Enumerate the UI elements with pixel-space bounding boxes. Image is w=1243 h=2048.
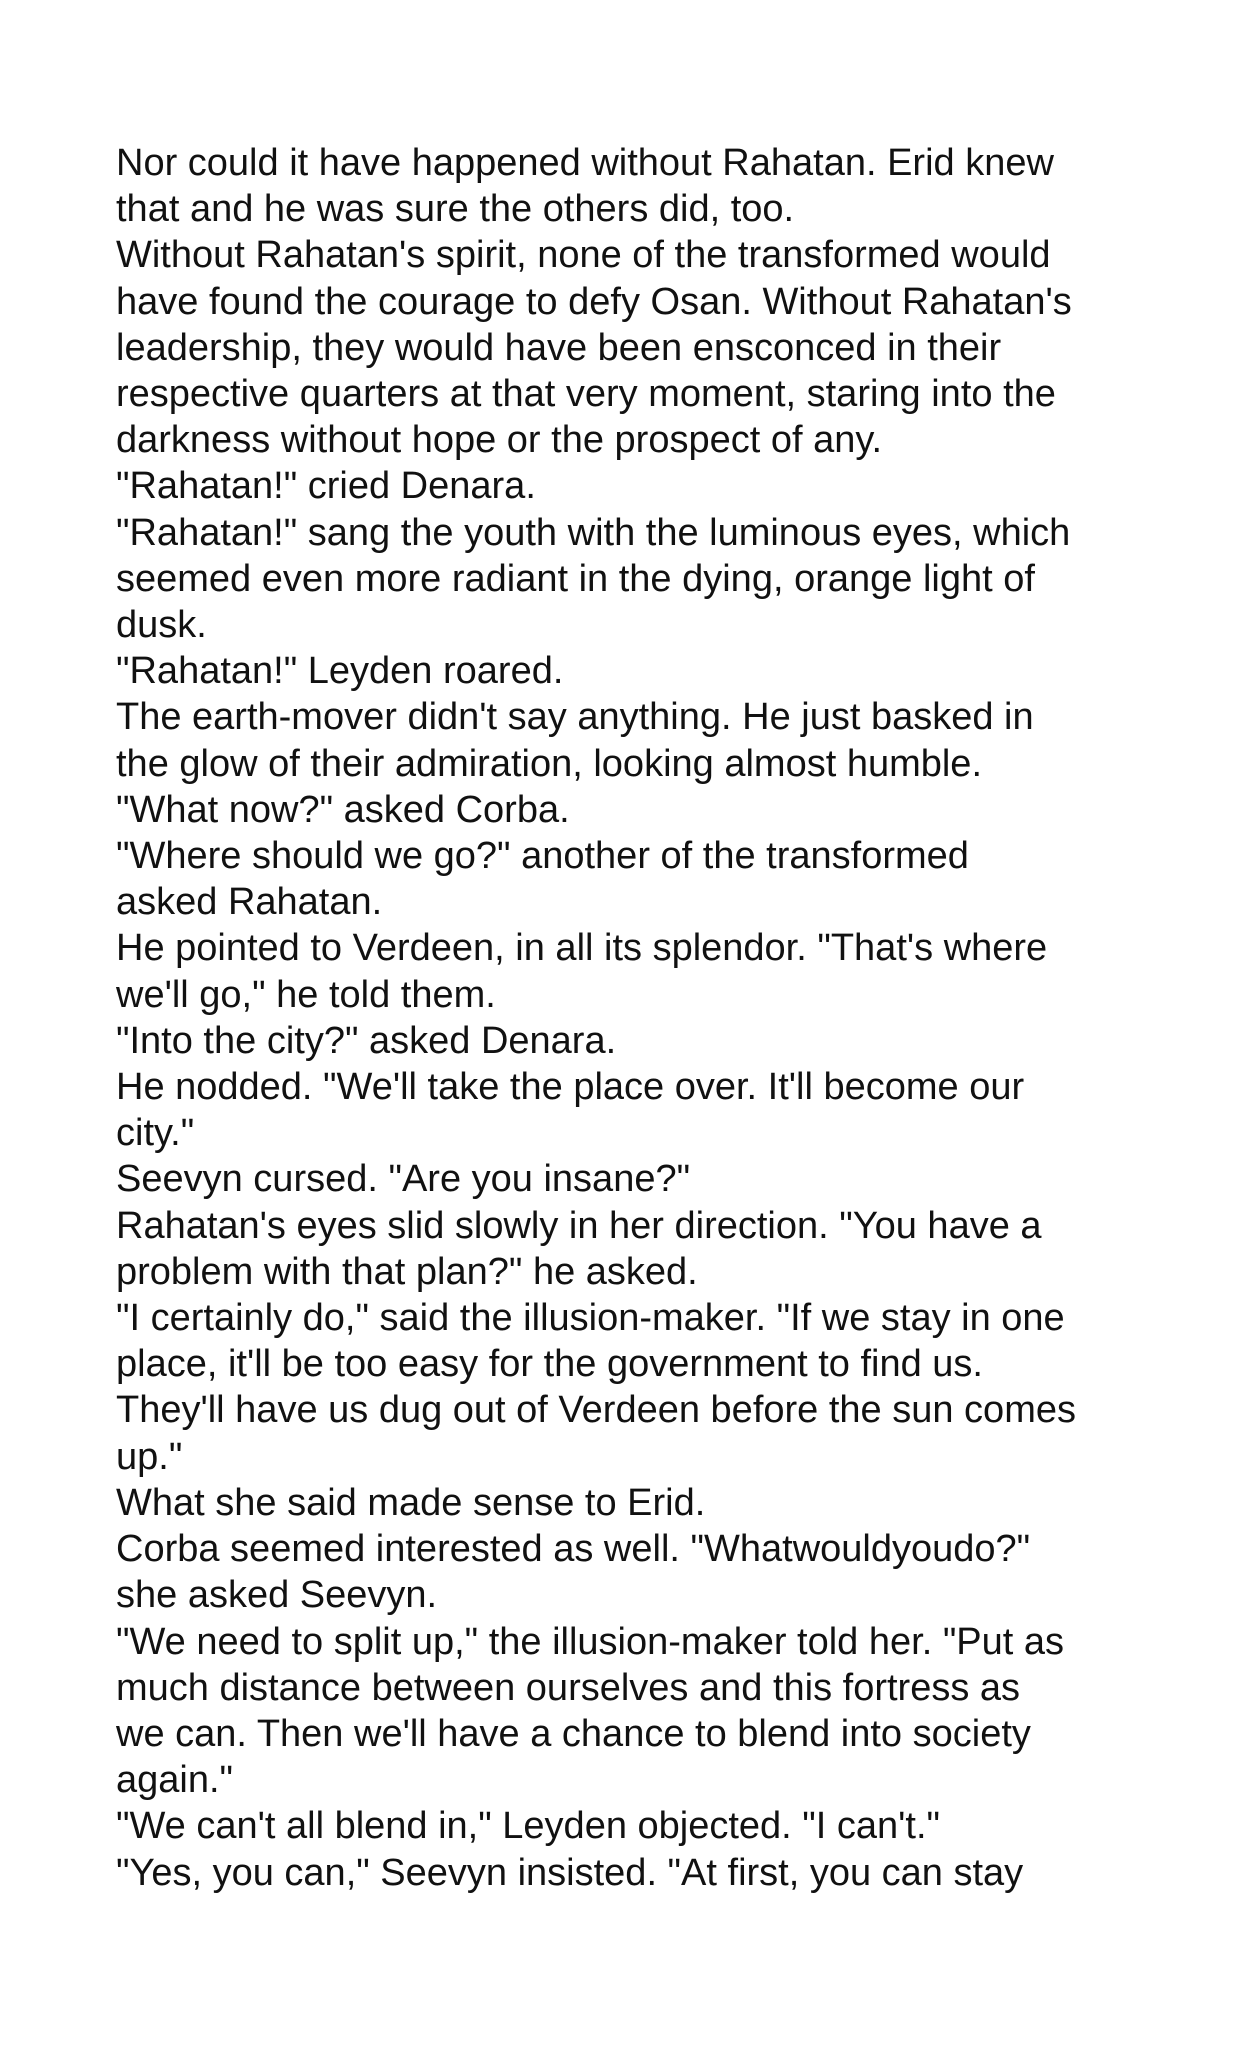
text-line: that and he was sure the others did, too. — [116, 188, 795, 231]
text-line: dusk. — [116, 604, 207, 647]
text-line: "What now?" asked Corba. — [116, 788, 570, 831]
text-line: much distance between ourselves and this fortress as — [116, 1666, 1021, 1709]
text-line: she asked Seevyn. — [116, 1574, 438, 1617]
text-line: They'll have us dug out of Verdeen before the sun comes — [116, 1389, 1076, 1432]
text-line: "Yes, you can," Seevyn insisted. "At first, you can stay — [116, 1851, 1024, 1894]
text-line: again." — [116, 1759, 234, 1802]
text-line: "We need to split up," the illusion-maker told her. "Put as — [116, 1620, 1065, 1663]
text-line: city." — [116, 1112, 195, 1155]
text-line: have found the courage to defy Osan. Without Rahatan's — [116, 280, 1072, 323]
text-line: asked Rahatan. — [116, 881, 383, 924]
text-line: "We can't all blend in," Leyden objected. "I can't." — [116, 1805, 941, 1848]
body-text — [116, 140, 1183, 1896]
text-line: the glow of their admiration, looking almost humble. — [116, 742, 983, 785]
text-line: He pointed to Verdeen, in all its splendor. "That's where — [116, 927, 1048, 970]
text-line: respective quarters at that very moment, staring into the — [116, 373, 1056, 416]
text-line: "Rahatan!" sang the youth with the luminous eyes, which — [116, 511, 1071, 554]
text-line: "I certainly do," said the illusion-maker. "If we stay in one — [116, 1297, 1065, 1340]
text-line: He nodded. "We'll take the place over. It'll become our — [116, 1066, 1025, 1109]
text-line: up." — [116, 1435, 183, 1478]
text-line: "Rahatan!" cried Denara. — [116, 465, 536, 508]
text-line: place, it'll be too easy for the government to find us. — [116, 1343, 983, 1386]
text-line: Seevyn cursed. "Are you insane?" — [116, 1158, 691, 1201]
text-line: seemed even more radiant in the dying, orange light of — [116, 557, 1035, 600]
text-line: Without Rahatan's spirit, none of the transformed would — [116, 234, 1051, 277]
text-line: leadership, they would have been ensconced in their — [116, 326, 1002, 369]
text-line: we'll go," he told them. — [116, 973, 496, 1016]
text-line: What she said made sense to Erid. — [116, 1481, 706, 1524]
text-line: darkness without hope or the prospect of any. — [116, 419, 883, 462]
text-line: we can. Then we'll have a chance to blend into society — [116, 1712, 1031, 1755]
text-line: Nor could it have happened without Rahatan. Erid knew — [116, 142, 1054, 184]
text-line: "Rahatan!" Leyden roared. — [116, 650, 564, 693]
text-line: problem with that plan?" he asked. — [116, 1250, 698, 1293]
text-line: "Into the city?" asked Denara. — [116, 1019, 617, 1062]
text-line: Corba seemed interested as well. "Whatwouldyoudo?" — [116, 1528, 1031, 1571]
text-line: Rahatan's eyes slid slowly in her direction. "You have a — [116, 1204, 1042, 1247]
text-line: "Where should we go?" another of the transformed — [116, 835, 969, 878]
text-line: The earth-mover didn't say anything. He just basked in — [116, 696, 1034, 739]
